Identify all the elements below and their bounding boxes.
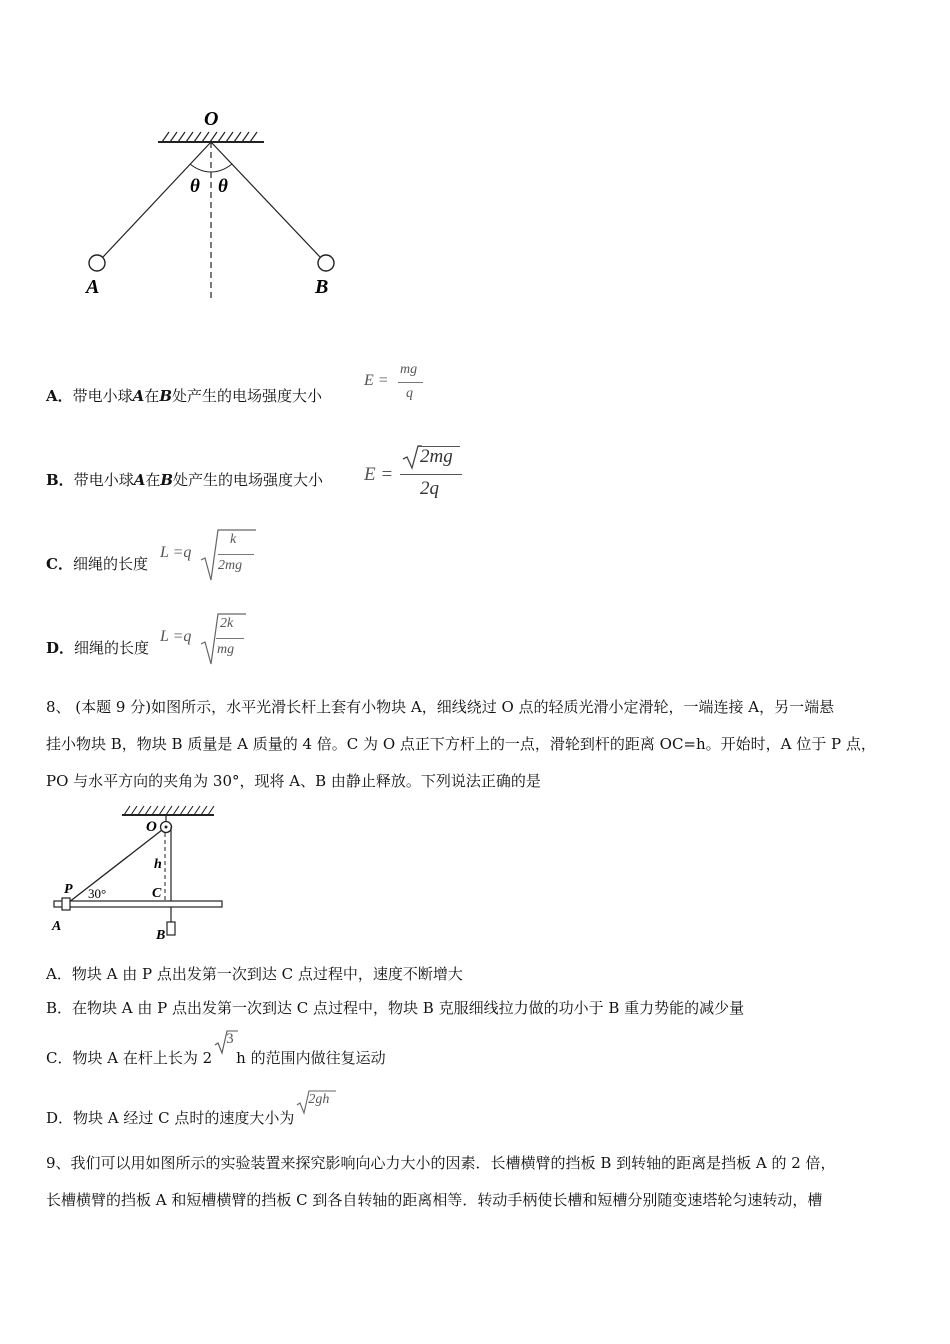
q7-c-formula: L =q k 2mg (160, 528, 270, 584)
label-theta-right: θ (218, 176, 228, 197)
q7-option-a[interactable]: A．带电小球A在B处产生的电场强度大小 (46, 387, 323, 405)
q7-option-c[interactable]: C．细绳的长度 (46, 555, 148, 573)
q7-a-formula: E = mg q (364, 362, 434, 412)
q7-b-formula: E = 2mg 2q (364, 442, 474, 508)
fig8-label-c: C (152, 886, 162, 901)
label-theta-left: θ (190, 176, 200, 197)
fig8-label-angle: 30° (88, 886, 107, 901)
figure-pulley-rod (46, 800, 236, 946)
label-o: O (204, 108, 219, 130)
q7-option-d[interactable]: D．细绳的长度 (46, 639, 150, 657)
fig8-label-o: O (146, 819, 157, 835)
fig8-label-b: B (156, 928, 166, 943)
q8-option-b[interactable]: B．在物块 A 由 P 点出发第一次到达 C 点过程中，物块 B 克服细线拉力做的功小于 B 重力势能的减少量 (46, 999, 745, 1017)
fig8-label-p: P (64, 882, 73, 897)
q8-stem-line1: 8、 (本题 9 分)如图所示，水平光滑长杆上套有小物块 A，细线绕过 O 点的轻质光滑小定滑轮，一端连接 A，另一端悬 (46, 698, 835, 716)
q7-option-b[interactable]: B．带电小球A在B处产生的电场强度大小 (46, 471, 324, 489)
q7-d-formula: L =q 2k mg (160, 612, 260, 668)
q9-stem-line1: 9、我们可以用如图所示的实验装置来探究影响向心力大小的因素．长槽横臂的挡板 B 到转轴的距离是挡板 A 的 2 倍， (46, 1154, 836, 1172)
q8-stem-line3: PO 与水平方向的夹角为 30°，现将 A、B 由静止释放。下列说法正确的是 (46, 772, 541, 790)
q8-option-a[interactable]: A．物块 A 由 P 点出发第一次到达 C 点过程中，速度不断增大 (46, 965, 463, 983)
q8-stem-line2: 挂小物块 B，物块 B 质量是 A 质量的 4 倍。C 为 O 点正下方杆上的一点，滑轮到杆的距离 OC=h。开始时，A 位于 P 点， (46, 735, 876, 753)
q8-option-c[interactable]: C．物块 A 在杆上长为 2 3 h 的范围内做往复运动 (46, 1031, 386, 1067)
figure-charged-balls (70, 100, 370, 310)
label-a: A (86, 276, 100, 298)
q9-stem-line2: 长槽横臂的挡板 A 和短槽横臂的挡板 C 到各自转轴的距离相等．转动手柄使长槽和短槽分别随变速塔轮匀速转动，槽 (46, 1191, 823, 1209)
fig8-label-a: A (52, 919, 62, 934)
q8-option-d[interactable]: D．物块 A 经过 C 点时的速度大小为 2gh (46, 1103, 336, 1128)
fig8-label-h: h (154, 857, 162, 872)
label-b: B (315, 276, 329, 298)
